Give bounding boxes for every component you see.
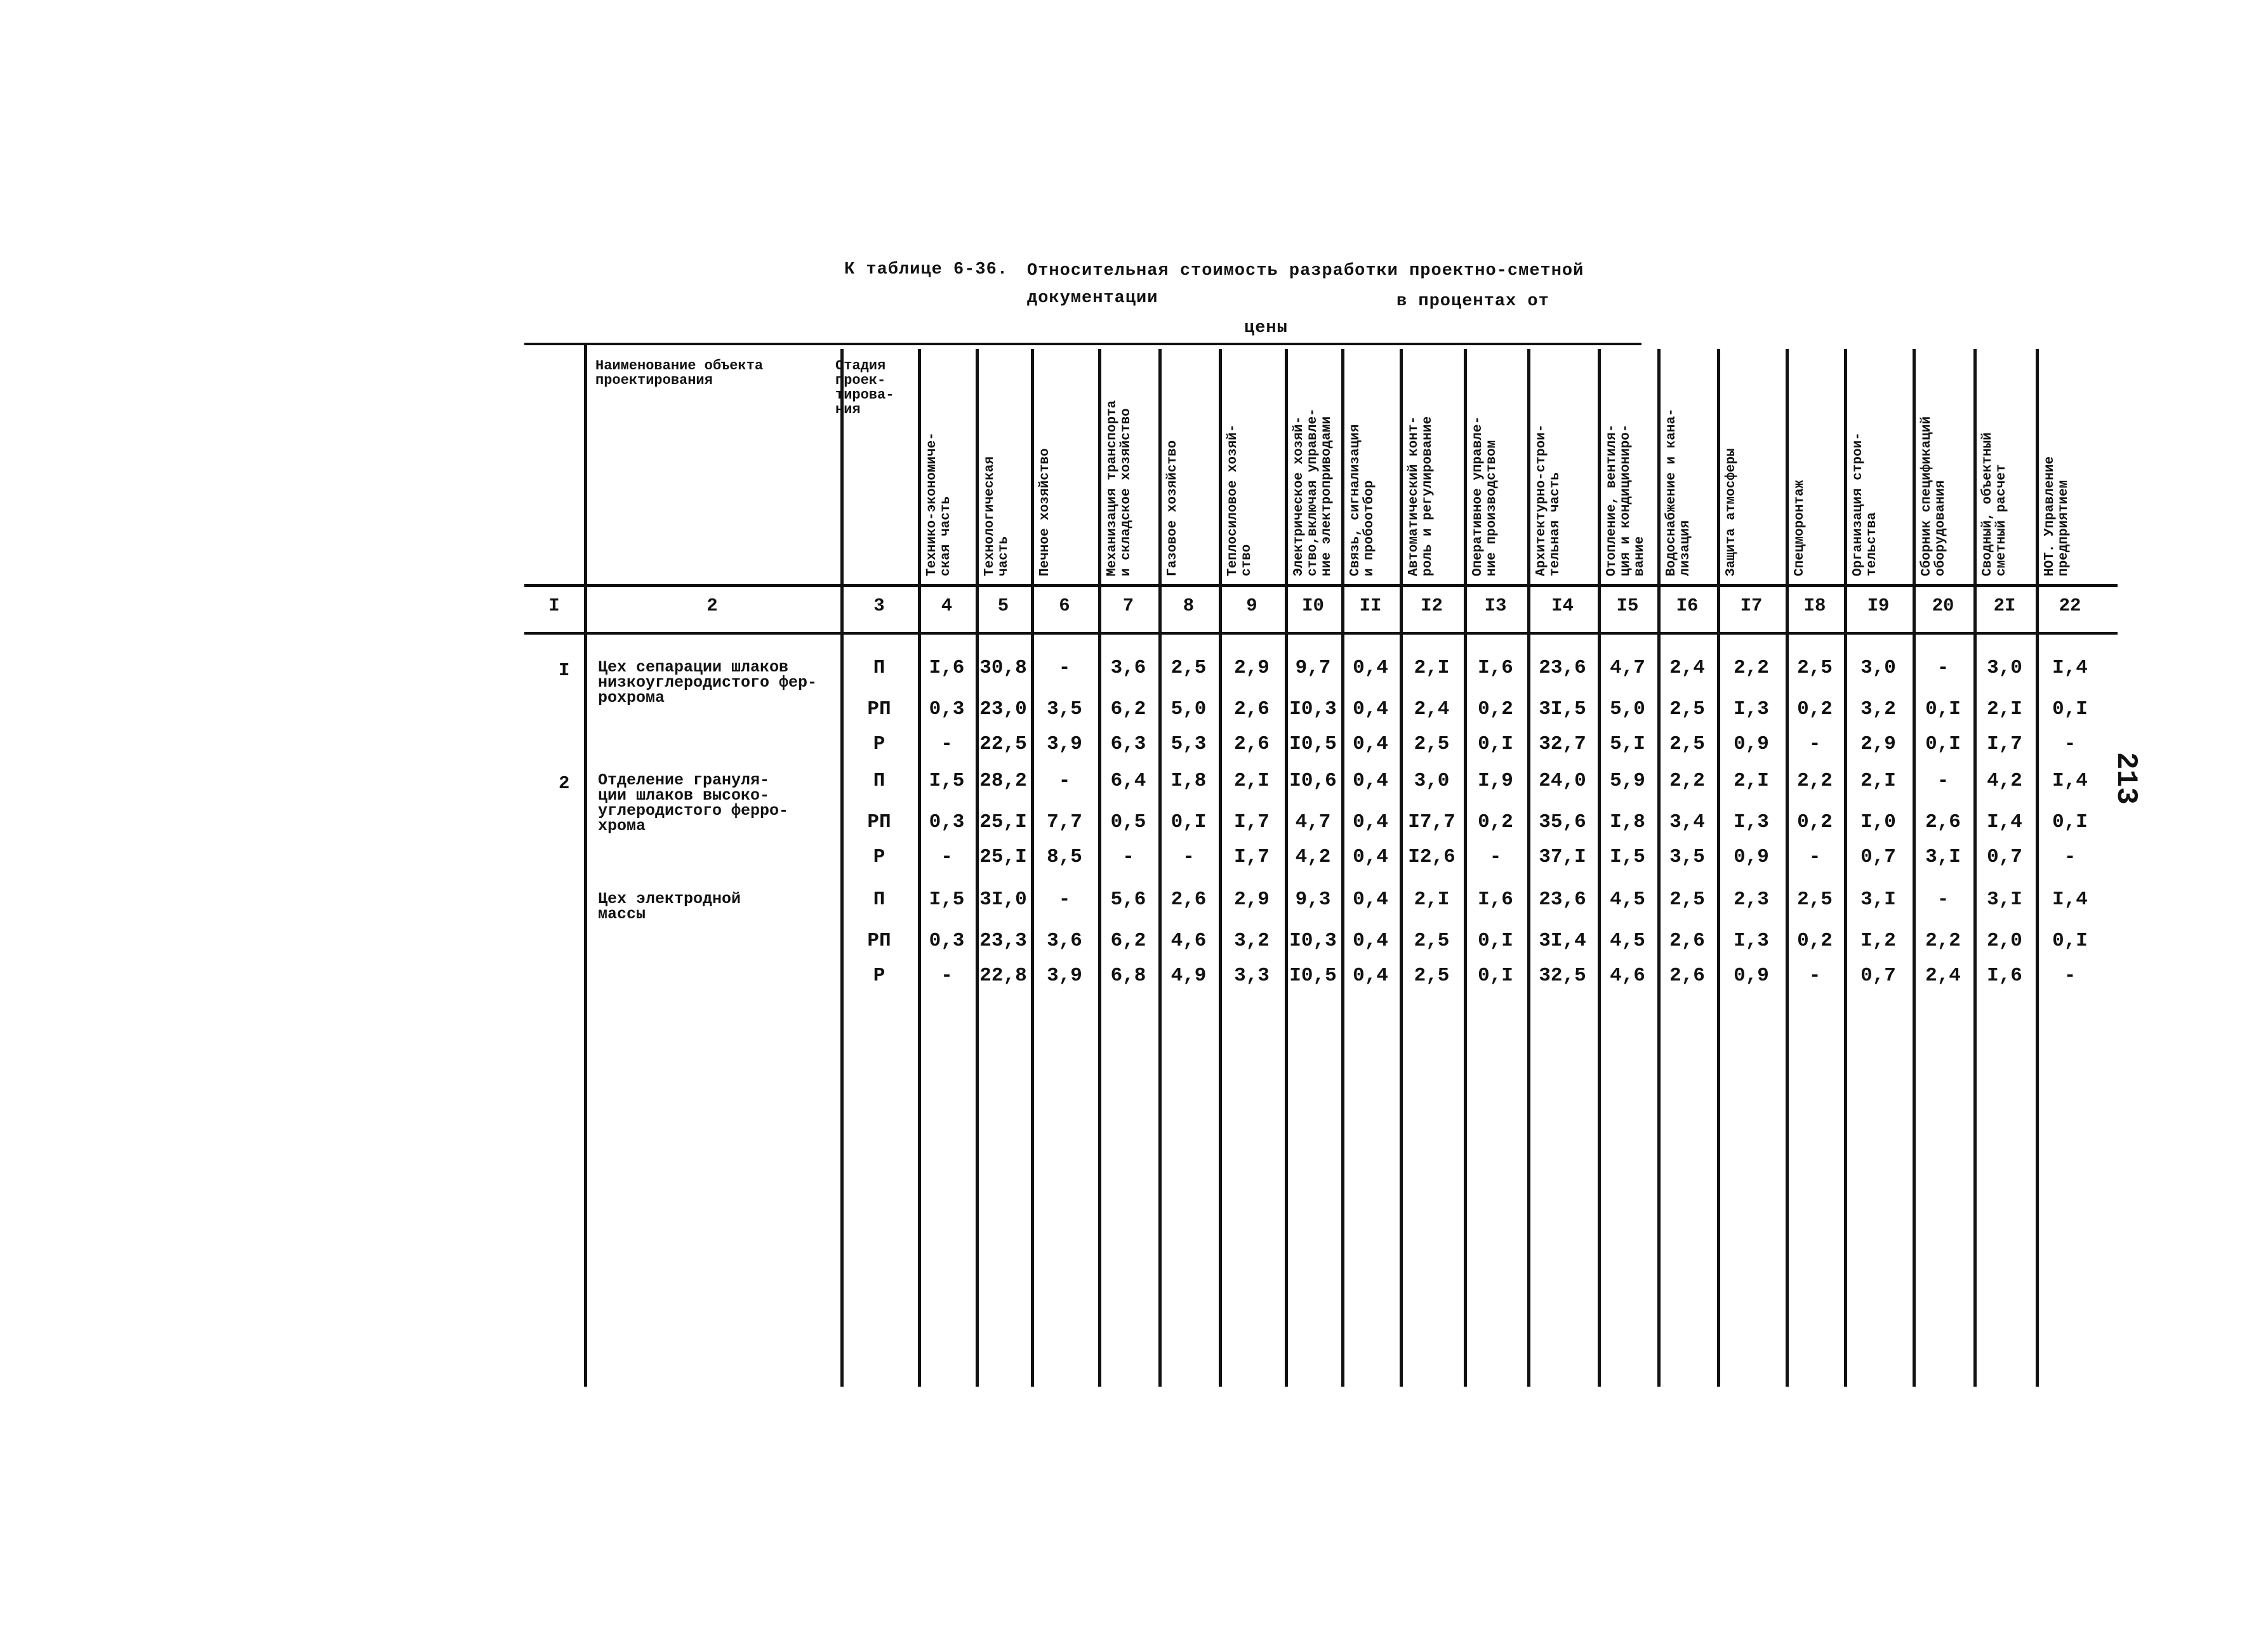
value-cell: 2,2 <box>1734 657 1769 679</box>
value-cell: 3,4 <box>1669 811 1705 833</box>
value-cell: 0,2 <box>1797 930 1833 952</box>
value-cell: I,5 <box>929 888 965 911</box>
column-number: I5 <box>1616 595 1639 616</box>
value-cell: I,3 <box>1734 930 1769 952</box>
value-cell: 3,I <box>1987 888 2022 911</box>
value-cell: 2,I <box>1987 698 2022 720</box>
value-cell: 23,6 <box>1539 888 1586 911</box>
stage-cell: РП <box>867 698 891 720</box>
stage-cell: Р <box>873 965 885 987</box>
value-cell: 2,5 <box>1669 733 1705 755</box>
stage-cell: РП <box>867 811 891 833</box>
value-cell: 2,0 <box>1987 930 2022 952</box>
value-cell: 0,4 <box>1353 930 1388 952</box>
value-cell: - <box>2064 733 2076 755</box>
value-cell: 0,4 <box>1353 770 1388 792</box>
value-cell: 0,I <box>1478 733 1513 755</box>
column-number: 5 <box>997 595 1009 616</box>
value-cell: 2,5 <box>1170 657 1207 679</box>
value-cell: 5,0 <box>1170 698 1207 720</box>
value-cell: 5,I <box>1610 733 1645 755</box>
value-cell: I7,7 <box>1408 811 1456 833</box>
object-name: Отделение грануля- ции шлаков высоко- углеродистого ферро- хрома <box>598 771 789 835</box>
value-cell: 0,9 <box>1734 733 1769 755</box>
value-cell: 0,4 <box>1353 811 1388 833</box>
value-cell: I,4 <box>2052 770 2088 792</box>
column-number: I0 <box>1302 595 1324 616</box>
value-cell: 0,I <box>1478 930 1513 952</box>
value-cell: I0,5 <box>1289 965 1337 987</box>
value-cell: I,7 <box>1234 846 1270 868</box>
value-cell: 24,0 <box>1539 770 1586 792</box>
value-cell: 2,6 <box>1669 930 1705 952</box>
object-name: Цех электродной массы <box>598 890 741 923</box>
rotated-header-label: Оперативное управле- ние производством <box>1471 416 1499 576</box>
column-divider <box>584 343 587 1387</box>
value-cell: 8,5 <box>1047 846 1082 868</box>
value-cell: 0,7 <box>1860 965 1896 987</box>
header-stage: Стадия проек- тирова- ния <box>835 358 894 418</box>
value-cell: - <box>941 965 953 987</box>
value-cell: 2,I <box>1414 657 1450 679</box>
value-cell: 2,4 <box>1925 965 1961 987</box>
value-cell: 0,I <box>2052 698 2088 720</box>
value-cell: - <box>1058 770 1071 792</box>
value-cell: 2,I <box>1734 770 1769 792</box>
header-bottom-rule <box>524 584 2118 587</box>
value-cell: 2,2 <box>1797 770 1833 792</box>
value-cell: 2,5 <box>1414 965 1450 987</box>
column-number: 8 <box>1183 595 1195 616</box>
value-cell: 22,8 <box>979 965 1027 987</box>
value-cell: 2,I <box>1860 770 1896 792</box>
value-cell: I,7 <box>1234 811 1270 833</box>
value-cell: 0,I <box>2052 811 2088 833</box>
value-cell: 0,4 <box>1353 888 1388 911</box>
value-cell: 32,5 <box>1539 965 1586 987</box>
value-cell: - <box>1937 770 1949 792</box>
value-cell: 0,3 <box>929 698 965 720</box>
header-object-name: Наименование объекта проектирования <box>595 358 764 388</box>
value-cell: 2,6 <box>1669 965 1705 987</box>
column-number: 4 <box>941 595 953 616</box>
value-cell: 0,5 <box>1110 811 1146 833</box>
value-cell: 2,6 <box>1170 888 1207 911</box>
value-cell: 3,3 <box>1234 965 1270 987</box>
value-cell: I,3 <box>1734 698 1769 720</box>
value-cell: - <box>1122 846 1134 868</box>
column-number: I2 <box>1421 595 1443 616</box>
object-name: Цех сепарации шлаков низкоуглеродистого фер- рохрома <box>598 658 818 707</box>
value-cell: - <box>1808 733 1821 755</box>
rotated-header-label: Теплосиловое хозяй- ство <box>1226 424 1254 576</box>
column-number: I9 <box>1867 595 1890 616</box>
value-cell: 4,5 <box>1610 888 1645 911</box>
value-cell: 2,I <box>1414 888 1450 911</box>
value-cell: 6,4 <box>1110 770 1146 792</box>
value-cell: 3,6 <box>1110 657 1146 679</box>
value-cell: 2,6 <box>1925 811 1961 833</box>
value-cell: 0,I <box>1170 811 1207 833</box>
value-cell: I,8 <box>1610 811 1645 833</box>
value-cell: 5,0 <box>1610 698 1645 720</box>
value-cell: 2,4 <box>1414 698 1450 720</box>
rotated-header-label: Печное хозяйство <box>1038 448 1052 576</box>
value-cell: 3,I <box>1860 888 1896 911</box>
value-cell: 0,I <box>1478 965 1513 987</box>
value-cell: 2,2 <box>1669 770 1705 792</box>
value-cell: 0,4 <box>1353 733 1388 755</box>
value-cell: 3,2 <box>1234 930 1270 952</box>
value-cell: I,4 <box>1987 811 2022 833</box>
value-cell: 25,I <box>979 846 1027 868</box>
value-cell: 6,2 <box>1110 698 1146 720</box>
value-cell: I,4 <box>2052 888 2088 911</box>
value-cell: 9,7 <box>1295 657 1331 679</box>
value-cell: 3,0 <box>1414 770 1450 792</box>
value-cell: 5,3 <box>1170 733 1207 755</box>
value-cell: 3,6 <box>1047 930 1082 952</box>
column-number: I4 <box>1551 595 1574 616</box>
value-cell: 3,I <box>1925 846 1961 868</box>
value-cell: 2,2 <box>1925 930 1961 952</box>
value-cell: 0,9 <box>1734 965 1769 987</box>
rotated-header-label: Механизация транспорта и складское хозяйство <box>1105 400 1134 576</box>
value-cell: 23,3 <box>979 930 1027 952</box>
value-cell: 6,2 <box>1110 930 1146 952</box>
value-cell: 4,2 <box>1295 846 1331 868</box>
rotated-header-label: НОТ. Управление предприятием <box>2043 456 2071 576</box>
value-cell: - <box>1937 657 1949 679</box>
rotated-header-label: Газовое хозяйство <box>1165 440 1180 576</box>
value-cell: 0,I <box>1925 733 1961 755</box>
value-cell: I0,3 <box>1289 698 1337 720</box>
rotated-header-label: Автоматический конт- роль и регулирование <box>1407 416 1435 576</box>
value-cell: - <box>941 846 953 868</box>
value-cell: 4,5 <box>1610 930 1645 952</box>
value-cell: 2,5 <box>1414 930 1450 952</box>
value-cell: 5,9 <box>1610 770 1645 792</box>
value-cell: 3,9 <box>1047 733 1082 755</box>
column-number: 2 <box>706 595 718 616</box>
value-cell: I,5 <box>1610 846 1645 868</box>
stage-cell: Р <box>873 733 885 755</box>
value-cell: 0,3 <box>929 811 965 833</box>
value-cell: 37,I <box>1539 846 1586 868</box>
value-cell: 6,3 <box>1110 733 1146 755</box>
value-cell: - <box>1808 846 1821 868</box>
value-cell: 25,I <box>979 811 1027 833</box>
value-cell: - <box>941 733 953 755</box>
value-cell: 2,9 <box>1234 657 1270 679</box>
value-cell: - <box>1489 846 1502 868</box>
value-cell: I2,6 <box>1408 846 1456 868</box>
value-cell: 3,2 <box>1860 698 1896 720</box>
rotated-header-label: Отопление, вентиля- ция и кондициониро- вание <box>1605 424 1647 576</box>
value-cell: 30,8 <box>979 657 1027 679</box>
value-cell: 3,9 <box>1047 965 1082 987</box>
rotated-header-label: Организация строи- тельства <box>1851 432 1880 576</box>
value-cell: 0,4 <box>1353 846 1388 868</box>
column-number: 7 <box>1122 595 1134 616</box>
value-cell: 3,0 <box>1860 657 1896 679</box>
value-cell: 35,6 <box>1539 811 1586 833</box>
value-cell: I,2 <box>1860 930 1896 952</box>
value-cell: 3I,5 <box>1539 698 1586 720</box>
value-cell: 0,7 <box>1860 846 1896 868</box>
value-cell: 2,9 <box>1860 733 1896 755</box>
stage-cell: Р <box>873 846 885 868</box>
value-cell: 0,2 <box>1478 811 1513 833</box>
value-cell: - <box>1808 965 1821 987</box>
object-number: 2 <box>559 773 570 794</box>
column-number: I8 <box>1803 595 1826 616</box>
value-cell: 9,3 <box>1295 888 1331 911</box>
value-cell: I,0 <box>1860 811 1896 833</box>
value-cell: 3,0 <box>1987 657 2022 679</box>
value-cell: I,7 <box>1987 733 2022 755</box>
stage-cell: РП <box>867 930 891 952</box>
value-cell: - <box>2064 965 2076 987</box>
caption-table-ref: К таблице 6-36. <box>844 260 1009 279</box>
rotated-header-label: Сборник спецификаций оборудования <box>1920 416 1948 576</box>
value-cell: 0,2 <box>1478 698 1513 720</box>
value-cell: 28,2 <box>979 770 1027 792</box>
value-cell: 22,5 <box>979 733 1027 755</box>
caption-title-line1: Относительная стоимость разработки проектно-сметной <box>1027 261 1584 281</box>
value-cell: 4,7 <box>1295 811 1331 833</box>
value-cell: 4,6 <box>1610 965 1645 987</box>
value-cell: I,3 <box>1734 811 1769 833</box>
rotated-header-label: Связь, сигнализация и пробоотбор <box>1348 424 1377 576</box>
rotated-header-label: Сводный, объектный сметный расчет <box>1980 432 2009 576</box>
value-cell: 2,5 <box>1797 888 1833 911</box>
number-row-bottom-rule <box>524 632 2118 635</box>
value-cell: 0,I <box>1925 698 1961 720</box>
column-number: 20 <box>1932 595 1954 616</box>
stage-cell: П <box>873 657 885 679</box>
value-cell: 0,2 <box>1797 811 1833 833</box>
rotated-header-label: Защита атмосферы <box>1724 448 1739 576</box>
caption-title-line3: цены <box>1244 319 1288 338</box>
column-number: 6 <box>1059 595 1070 616</box>
value-cell: 0,4 <box>1353 698 1388 720</box>
value-cell: 0,2 <box>1797 698 1833 720</box>
value-cell: 0,3 <box>929 930 965 952</box>
value-cell: I0,6 <box>1289 770 1337 792</box>
value-cell: 2,9 <box>1234 888 1270 911</box>
value-cell: - <box>1058 888 1071 911</box>
value-cell: 0,7 <box>1987 846 2022 868</box>
value-cell: 2,5 <box>1797 657 1833 679</box>
value-cell: 3,5 <box>1047 698 1082 720</box>
value-cell: 4,9 <box>1170 965 1207 987</box>
value-cell: 23,0 <box>979 698 1027 720</box>
value-cell: - <box>1183 846 1195 868</box>
value-cell: 6,8 <box>1110 965 1146 987</box>
stage-cell: П <box>873 888 885 911</box>
value-cell: 2,3 <box>1734 888 1769 911</box>
value-cell: 3I,0 <box>979 888 1027 911</box>
value-cell: 2,6 <box>1234 698 1270 720</box>
value-cell: 3I,4 <box>1539 930 1586 952</box>
value-cell: 2,4 <box>1669 657 1705 679</box>
value-cell: I,5 <box>929 770 965 792</box>
value-cell: I,8 <box>1170 770 1207 792</box>
rotated-header-label: Технологическая часть <box>983 456 1011 576</box>
rotated-header-label: Архитектурно-строи- тельная часть <box>1534 424 1563 576</box>
column-number: II <box>1359 595 1382 616</box>
value-cell: I,6 <box>1478 657 1513 679</box>
rotated-header-label: Спецморонтаж <box>1793 480 1807 576</box>
value-cell: 4,2 <box>1987 770 2022 792</box>
value-cell: 0,9 <box>1734 846 1769 868</box>
value-cell: I,9 <box>1478 770 1513 792</box>
value-cell: 0,4 <box>1353 657 1388 679</box>
value-cell: 0,I <box>2052 930 2088 952</box>
rotated-header-label: Электрическое хозяй- ство,включая управле- ние электроприводами <box>1292 408 1334 576</box>
column-number: I <box>548 595 560 616</box>
value-cell: I0,3 <box>1289 930 1337 952</box>
value-cell: I0,5 <box>1289 733 1337 755</box>
rotated-header-label: Водоснабжение и кана- лизация <box>1664 408 1693 576</box>
value-cell: I,6 <box>1478 888 1513 911</box>
value-cell: I,6 <box>1987 965 2022 987</box>
column-number: I3 <box>1484 595 1507 616</box>
value-cell: I,4 <box>2052 657 2088 679</box>
value-cell: I,6 <box>929 657 965 679</box>
value-cell: 7,7 <box>1047 811 1082 833</box>
stage-cell: П <box>873 770 885 792</box>
object-number: I <box>559 660 570 681</box>
value-cell: - <box>1937 888 1949 911</box>
value-cell: 23,6 <box>1539 657 1586 679</box>
value-cell: - <box>1058 657 1071 679</box>
value-cell: 5,6 <box>1110 888 1146 911</box>
value-cell: 4,7 <box>1610 657 1645 679</box>
value-cell: 2,6 <box>1234 733 1270 755</box>
value-cell: - <box>2064 846 2076 868</box>
column-number: 3 <box>873 595 885 616</box>
value-cell: 2,5 <box>1414 733 1450 755</box>
value-cell: 32,7 <box>1539 733 1586 755</box>
value-cell: 3,5 <box>1669 846 1705 868</box>
value-cell: 2,I <box>1234 770 1270 792</box>
value-cell: 2,5 <box>1669 698 1705 720</box>
value-cell: 4,6 <box>1170 930 1207 952</box>
caption-title-line2: документации <box>1027 289 1158 308</box>
page-number: 213 <box>2109 752 2142 805</box>
column-number: I6 <box>1676 595 1699 616</box>
column-number: 22 <box>2059 595 2081 616</box>
column-number: 2I <box>1993 595 2016 616</box>
table-top-rule <box>524 343 1641 345</box>
value-cell: 2,5 <box>1669 888 1705 911</box>
rotated-header-label: Технико-экономиче- ская часть <box>925 432 953 576</box>
column-number: I7 <box>1740 595 1763 616</box>
value-cell: 0,4 <box>1353 965 1388 987</box>
column-number: 9 <box>1246 595 1257 616</box>
caption-title-percent: в процентах от <box>1396 292 1549 311</box>
